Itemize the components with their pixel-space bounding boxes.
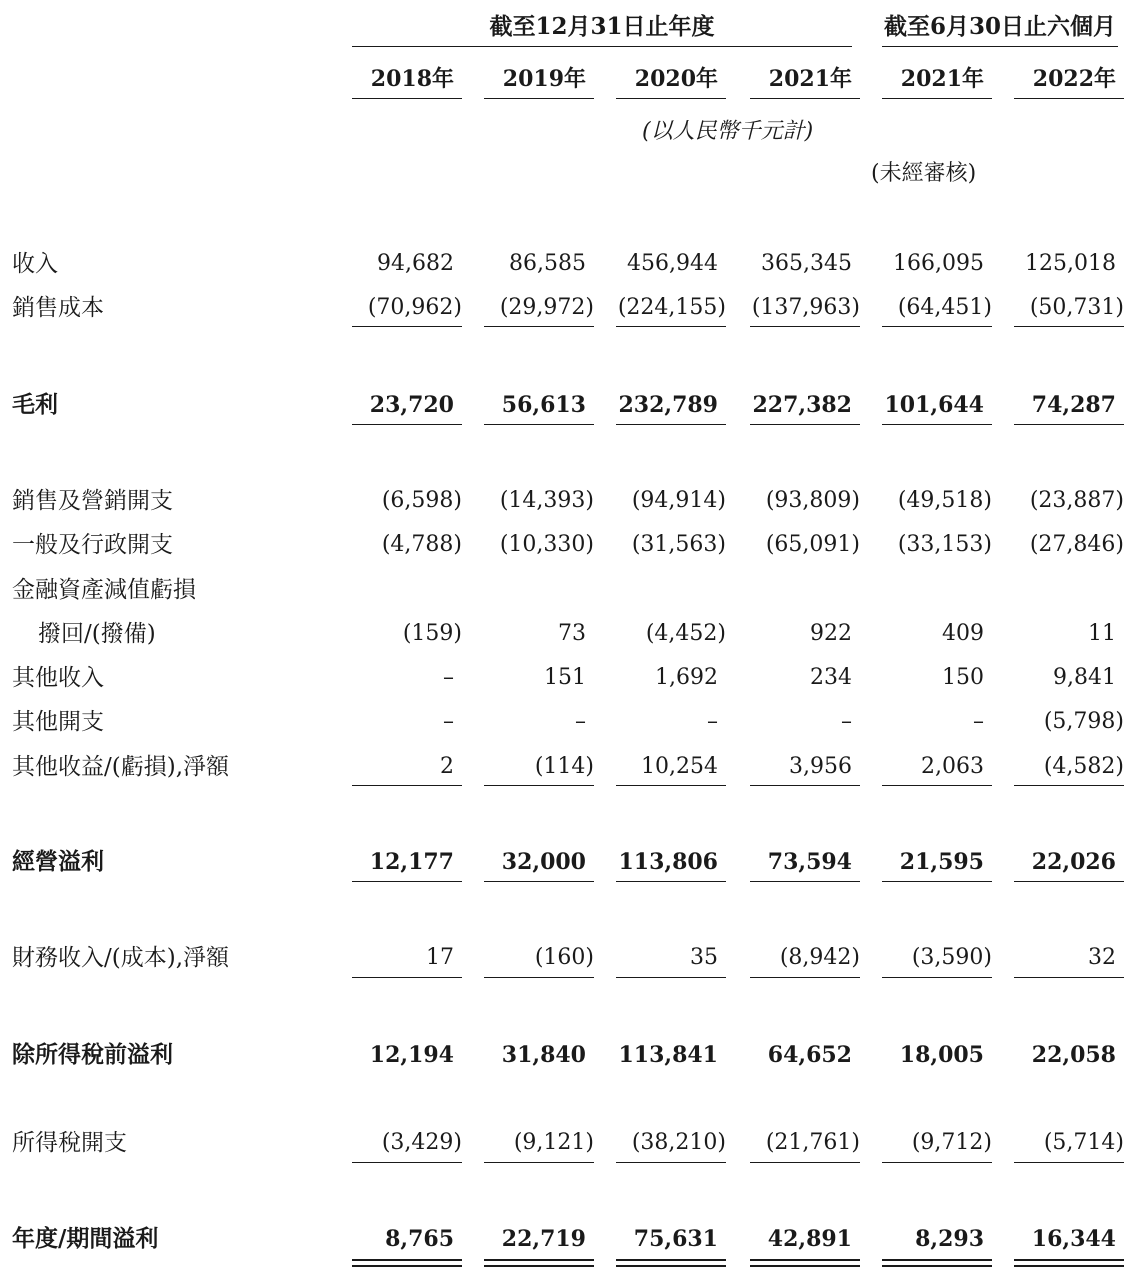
- year-header-rule: [1014, 98, 1124, 99]
- subtotal-rule: [882, 326, 992, 327]
- cell-value: 42,891: [767, 1226, 852, 1252]
- subtotal-rule: [750, 1162, 860, 1163]
- cell-value: (137,963): [751, 295, 860, 320]
- cell-value: (3,429): [381, 1130, 462, 1155]
- cell-value: 2,063: [921, 754, 984, 779]
- cell-value: 1,692: [655, 665, 718, 690]
- cell-value: 11: [1088, 621, 1116, 646]
- cell-value: 22,719: [501, 1226, 586, 1252]
- subtotal-rule: [484, 881, 594, 882]
- cell-value: (38,210): [631, 1130, 726, 1155]
- cell-value: (64,451): [897, 295, 992, 320]
- cell-value: (33,153): [897, 532, 992, 557]
- total-double-rule: [484, 1259, 594, 1267]
- cell-value: 365,345: [761, 251, 852, 276]
- row-label-admin-expenses: 一般及行政開支: [12, 532, 173, 558]
- cell-value: (4,582): [1043, 754, 1124, 779]
- cell-value: 17: [426, 945, 454, 970]
- cell-value: 150: [942, 665, 984, 690]
- subtotal-rule: [352, 424, 462, 425]
- cell-value: –: [841, 709, 852, 734]
- subtotal-rule: [882, 1162, 992, 1163]
- subtotal-rule: [616, 424, 726, 425]
- cell-value: (94,914): [631, 488, 726, 513]
- cell-value: 16,344: [1031, 1226, 1116, 1252]
- cell-value: 35: [690, 945, 718, 970]
- row-label-impairment: 金融資產減值虧損: [12, 577, 196, 603]
- cell-value: (29,972): [499, 295, 594, 320]
- cell-value: (23,887): [1029, 488, 1124, 513]
- group-header-interim: 截至6月30日止六個月: [883, 13, 1116, 40]
- cell-value: 56,613: [501, 392, 586, 418]
- cell-value: 75,631: [633, 1226, 718, 1252]
- cell-value: (9,121): [513, 1130, 594, 1155]
- row-label-other-income: 其他收入: [12, 665, 104, 691]
- cell-value: 21,595: [899, 849, 984, 875]
- subtotal-rule: [484, 785, 594, 786]
- year-header: 2022年: [1032, 66, 1116, 92]
- subtotal-rule: [1014, 977, 1124, 978]
- year-header-rule: [750, 98, 860, 99]
- subtotal-rule: [616, 881, 726, 882]
- subtotal-rule: [750, 424, 860, 425]
- year-header: 2018年: [370, 66, 454, 92]
- total-double-rule: [616, 1259, 726, 1267]
- year-header: 2021年: [900, 66, 984, 92]
- year-header-rule: [352, 98, 462, 99]
- row-label-profit-before-tax: 除所得稅前溢利: [12, 1041, 173, 1068]
- subtotal-rule: [882, 424, 992, 425]
- cell-value: 8,765: [385, 1226, 454, 1252]
- cell-value: 10,254: [641, 754, 718, 779]
- cell-value: 32: [1088, 945, 1116, 970]
- subtotal-rule: [750, 977, 860, 978]
- row-label-cost-of-sales: 銷售成本: [12, 295, 104, 321]
- cell-value: (9,712): [911, 1130, 992, 1155]
- cell-value: 86,585: [509, 251, 586, 276]
- year-header-rule: [882, 98, 992, 99]
- cell-value: –: [973, 709, 984, 734]
- cell-value: 12,177: [369, 849, 454, 875]
- subtotal-rule: [484, 326, 594, 327]
- cell-value: (3,590): [911, 945, 992, 970]
- subtotal-rule: [352, 326, 462, 327]
- cell-value: 22,058: [1031, 1042, 1116, 1068]
- cell-value: 9,841: [1053, 665, 1116, 690]
- cell-value: (160): [534, 945, 594, 970]
- cell-value: 113,841: [618, 1042, 718, 1068]
- cell-value: 32,000: [501, 849, 586, 875]
- row-label-revenue: 收入: [12, 251, 58, 277]
- subtotal-rule: [352, 785, 462, 786]
- total-double-rule: [1014, 1259, 1124, 1267]
- group-header-interim-rule: [882, 46, 1118, 47]
- cell-value: 3,956: [789, 754, 852, 779]
- subtotal-rule: [484, 1162, 594, 1163]
- subtotal-rule: [616, 785, 726, 786]
- subtotal-rule: [882, 881, 992, 882]
- cell-value: (4,788): [381, 532, 462, 557]
- row-label-net-profit: 年度/期間溢利: [12, 1225, 159, 1252]
- year-header: 2020年: [634, 66, 718, 92]
- cell-value: (8,942): [779, 945, 860, 970]
- cell-value: 2: [440, 754, 454, 779]
- cell-value: 18,005: [899, 1042, 984, 1068]
- subtotal-rule: [484, 424, 594, 425]
- cell-value: (27,846): [1029, 532, 1124, 557]
- cell-value: 23,720: [369, 392, 454, 418]
- cell-value: (49,518): [897, 488, 992, 513]
- cell-value: (5,714): [1043, 1130, 1124, 1155]
- cell-value: –: [443, 709, 454, 734]
- subtotal-rule: [882, 785, 992, 786]
- cell-value: 94,682: [377, 251, 454, 276]
- subtotal-rule: [1014, 326, 1124, 327]
- cell-value: 922: [810, 621, 852, 646]
- subtotal-rule: [616, 977, 726, 978]
- row-label-impairment-reversal: 撥回/(撥備): [38, 621, 156, 647]
- cell-value: 166,095: [893, 251, 984, 276]
- cell-value: 151: [544, 665, 586, 690]
- subtotal-rule: [750, 881, 860, 882]
- cell-value: –: [707, 709, 718, 734]
- row-label-other-expenses: 其他開支: [12, 709, 104, 735]
- year-header: 2021年: [768, 66, 852, 92]
- cell-value: 22,026: [1031, 849, 1116, 875]
- row-label-selling-expenses: 銷售及營銷開支: [12, 488, 173, 514]
- row-label-income-tax: 所得稅開支: [12, 1130, 127, 1156]
- year-header-rule: [616, 98, 726, 99]
- cell-value: (4,452): [645, 621, 726, 646]
- row-label-operating-profit: 經營溢利: [12, 848, 104, 875]
- cell-value: 74,287: [1031, 392, 1116, 418]
- cell-value: 73: [558, 621, 586, 646]
- subtotal-rule: [352, 977, 462, 978]
- subtotal-rule: [750, 326, 860, 327]
- cell-value: (65,091): [765, 532, 860, 557]
- year-header-rule: [484, 98, 594, 99]
- cell-value: –: [575, 709, 586, 734]
- cell-value: 101,644: [884, 392, 984, 418]
- cell-value: (14,393): [499, 488, 594, 513]
- subtotal-rule: [1014, 1162, 1124, 1163]
- unit-note: (以人民幣千元計): [642, 119, 814, 144]
- cell-value: (6,598): [381, 488, 462, 513]
- row-label-gross-profit: 毛利: [12, 391, 58, 418]
- cell-value: (31,563): [631, 532, 726, 557]
- cell-value: 234: [810, 665, 852, 690]
- cell-value: 232,789: [618, 392, 718, 418]
- cell-value: 113,806: [618, 849, 718, 875]
- cell-value: (159): [402, 621, 462, 646]
- subtotal-rule: [352, 881, 462, 882]
- cell-value: (93,809): [765, 488, 860, 513]
- subtotal-rule: [616, 326, 726, 327]
- cell-value: (5,798): [1043, 709, 1124, 734]
- cell-value: 125,018: [1025, 251, 1116, 276]
- total-double-rule: [352, 1259, 462, 1267]
- total-double-rule: [750, 1259, 860, 1267]
- subtotal-rule: [352, 1162, 462, 1163]
- cell-value: (10,330): [499, 532, 594, 557]
- cell-value: 31,840: [501, 1042, 586, 1068]
- cell-value: 227,382: [752, 392, 852, 418]
- cell-value: (21,761): [765, 1130, 860, 1155]
- cell-value: (224,155): [617, 295, 726, 320]
- cell-value: (70,962): [367, 295, 462, 320]
- row-label-finance-net: 財務收入/(成本),淨額: [12, 945, 230, 971]
- cell-value: (114): [534, 754, 594, 779]
- subtotal-rule: [1014, 881, 1124, 882]
- cell-value: 409: [942, 621, 984, 646]
- year-header: 2019年: [502, 66, 586, 92]
- row-label-other-gains: 其他收益/(虧損),淨額: [12, 754, 230, 780]
- cell-value: –: [443, 665, 454, 690]
- cell-value: 8,293: [915, 1226, 984, 1252]
- cell-value: 456,944: [627, 251, 718, 276]
- subtotal-rule: [1014, 424, 1124, 425]
- total-double-rule: [882, 1259, 992, 1267]
- subtotal-rule: [616, 1162, 726, 1163]
- cell-value: 73,594: [767, 849, 852, 875]
- cell-value: (50,731): [1029, 295, 1124, 320]
- cell-value: 64,652: [767, 1042, 852, 1068]
- cell-value: 12,194: [369, 1042, 454, 1068]
- subtotal-rule: [1014, 785, 1124, 786]
- group-header-annual-rule: [352, 46, 852, 47]
- group-header-annual: 截至12月31日止年度: [489, 13, 715, 40]
- subtotal-rule: [484, 977, 594, 978]
- subtotal-rule: [882, 977, 992, 978]
- unaudited-note: (未經審核): [871, 161, 977, 186]
- subtotal-rule: [750, 785, 860, 786]
